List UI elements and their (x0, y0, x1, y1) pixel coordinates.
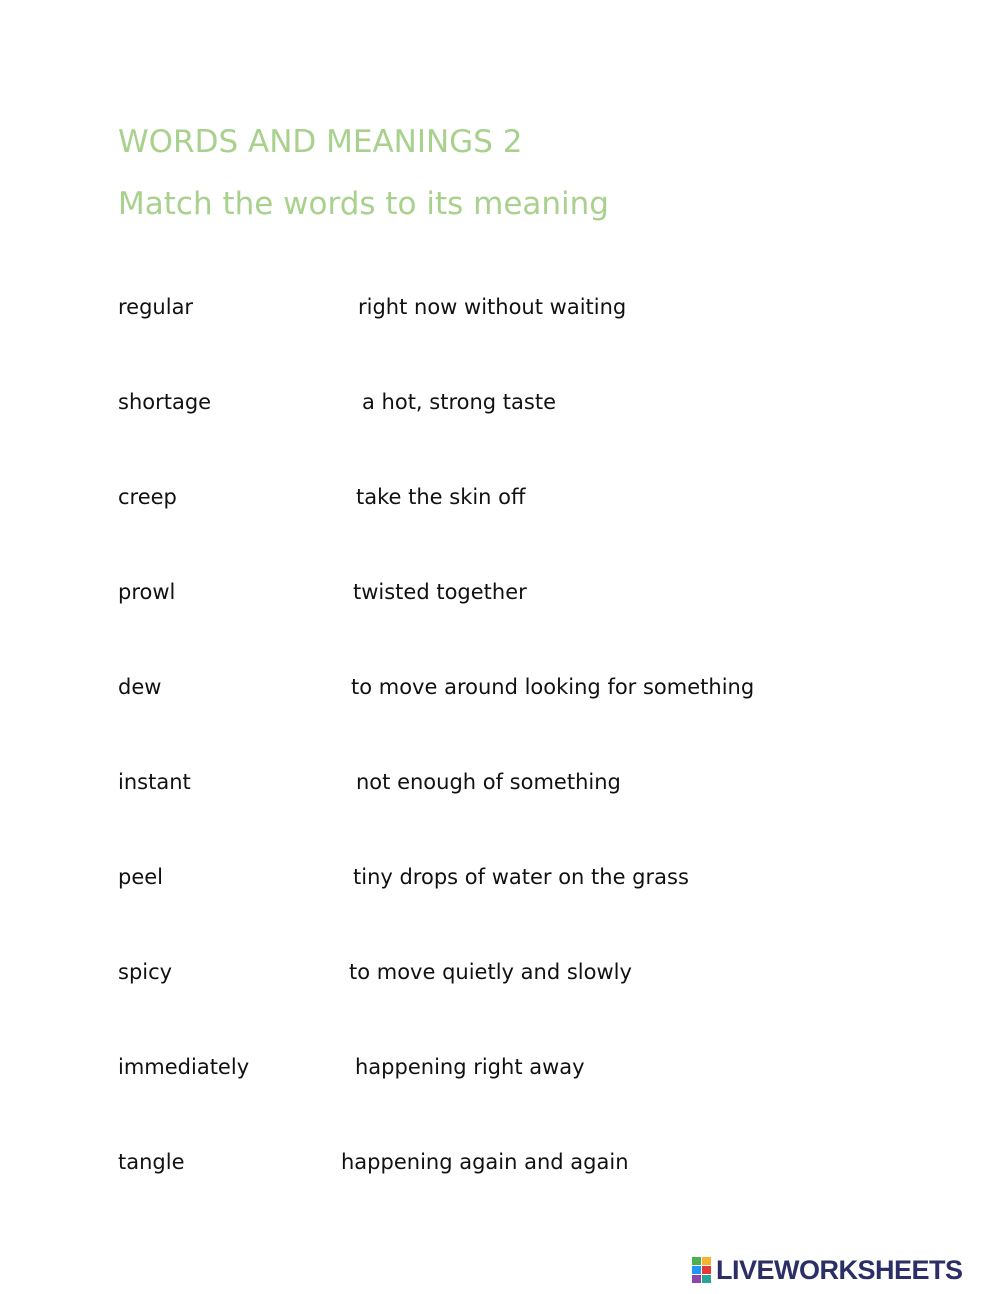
word-item: tangle (118, 1150, 185, 1174)
word-item: peel (118, 865, 164, 889)
word-item: instant (118, 770, 191, 794)
meaning-item: happening again and again (341, 1150, 629, 1174)
match-row (0, 387, 1000, 417)
worksheet-title: WORDS AND MEANINGS 2 (118, 124, 523, 160)
match-row (0, 577, 1000, 607)
match-row (0, 672, 1000, 702)
word-item: regular (118, 295, 194, 319)
word-item: shortage (118, 390, 212, 414)
word-item: dew (118, 675, 162, 699)
meaning-item: twisted together (353, 580, 527, 604)
match-row (0, 1052, 1000, 1082)
liveworksheets-wordmark: LIVEWORKSHEETS (716, 1254, 963, 1285)
word-item: immediately (118, 1055, 250, 1079)
word-item: creep (118, 485, 177, 509)
meaning-item: to move around looking for something (351, 675, 755, 699)
word-item: prowl (118, 580, 176, 604)
meaning-item: right now without waiting (358, 295, 627, 319)
match-row (0, 482, 1000, 512)
meaning-item: happening right away (355, 1055, 585, 1079)
worksheet-instructions: Match the words to its meaning (118, 186, 609, 222)
liveworksheets-brand (692, 1252, 963, 1288)
meaning-item: a hot, strong taste (362, 390, 556, 414)
match-row (0, 957, 1000, 987)
liveworksheets-logo-icon (692, 1257, 712, 1283)
meaning-item: not enough of something (356, 770, 621, 794)
meaning-item: tiny drops of water on the grass (353, 865, 689, 889)
match-row (0, 1147, 1000, 1177)
word-item: spicy (118, 960, 173, 984)
match-row (0, 767, 1000, 797)
meaning-item: take the skin off (356, 485, 526, 509)
match-row (0, 292, 1000, 322)
match-row (0, 862, 1000, 892)
meaning-item: to move quietly and slowly (349, 960, 632, 984)
